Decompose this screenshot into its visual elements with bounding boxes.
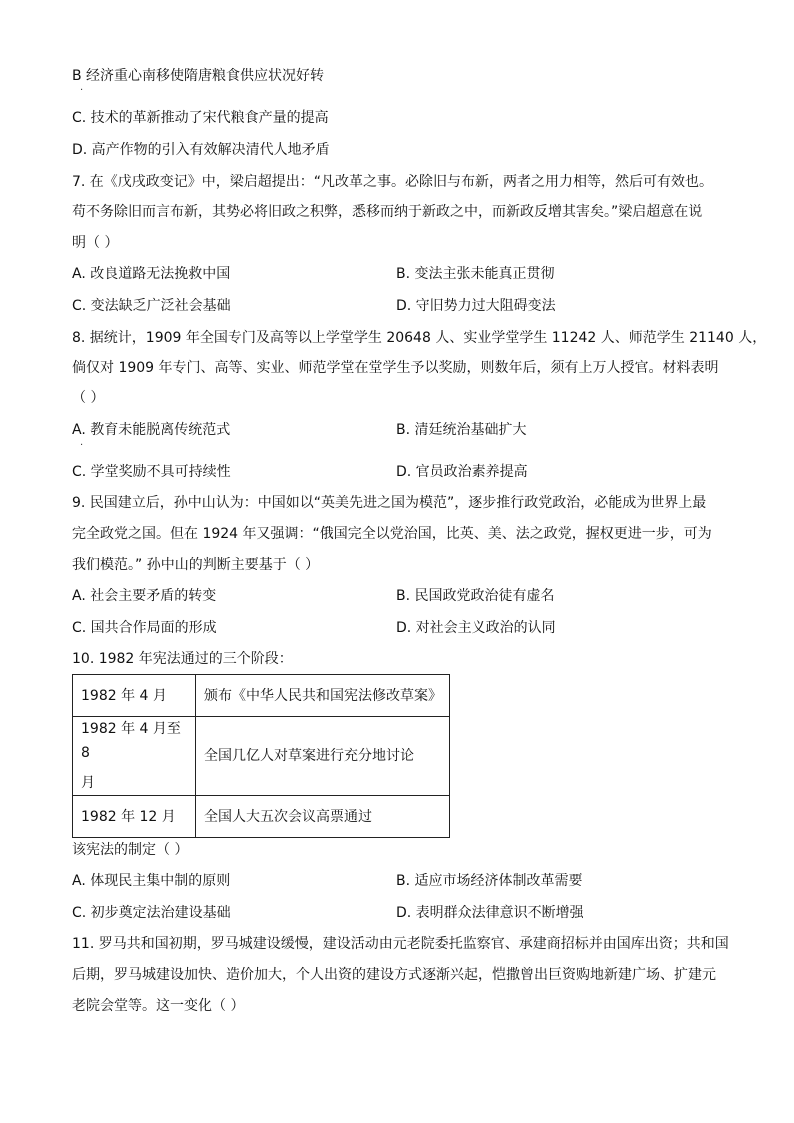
q9-stem-line3: 我们模范。” 孙中山的判断主要基于（ ）: [72, 557, 320, 573]
q10-stem: 该宪法的制定（ ）: [72, 842, 189, 858]
q7-option-b: B. 变法主张未能真正贯彻: [396, 266, 555, 282]
q10-intro: 10. 1982 年宪法通过的三个阶段：: [72, 651, 293, 667]
q6-option-b: B 经济重心南移使隋唐粮食供应状况好转: [72, 68, 325, 84]
q8-option-c: C. 学堂奖励不具可持续性: [72, 464, 231, 480]
q9-option-b: B. 民国政党政治徒有虚名: [396, 588, 555, 604]
table-cell-event: 全国人大五次会议高票通过: [196, 796, 450, 838]
q11-stem-line1: 11. 罗马共和国初期，罗马城建设缓慢，建设活动由元老院委托监察官、承建商招标并由国库出资；共和国: [72, 936, 729, 952]
q9-stem-line2: 完全政党之国。但在 1924 年又强调：“俄国完全以党治国，比英、美、法之政党，握权更进一步，可为: [72, 526, 712, 542]
table-row: [73, 717, 450, 796]
table-row: [73, 675, 450, 717]
q10-option-c: C. 初步奠定法治建设基础: [72, 905, 231, 921]
q9-option-a: A. 社会主要矛盾的转变: [72, 588, 217, 604]
q9-option-d: D. 对社会主义政治的认同: [396, 620, 556, 636]
q7-stem-line2: 苟不务除旧而言布新，其势必将旧政之积弊，悉移而纳于新政之中，而新政反增其害矣。”梁启超意在说: [72, 204, 703, 220]
table-row: [73, 796, 450, 838]
table-cell-date: [73, 717, 196, 796]
q10-option-d: D. 表明群众法律意识不断增强: [396, 905, 584, 921]
q8-stem-line2: 倘仅对 1909 年专门、高等、实业、师范学堂在堂学生予以奖励，则数年后，须有上万人授官。材料表明: [72, 360, 719, 376]
q8-mark: ·: [80, 440, 84, 451]
table-cell-event: 全国几亿人对草案进行充分地讨论: [196, 717, 450, 796]
q6-option-d: D. 高产作物的引入有效解决清代人地矛盾: [72, 142, 330, 158]
table-cell-event: 颁布《中华人民共和国宪法修改草案》: [196, 675, 450, 717]
table-cell-date: 1982 年 4 月: [73, 675, 196, 717]
q10-option-b: B. 适应市场经济体制改革需要: [396, 873, 583, 889]
q8-stem-line3: （ ）: [72, 390, 105, 406]
q6-option-c: C. 技术的革新推动了宋代粮食产量的提高: [72, 110, 329, 126]
q9-option-c: C. 国共合作局面的形成: [72, 620, 217, 636]
table-cell-date-line2: 月: [81, 775, 95, 791]
q8-option-d: D. 官员政治素养提高: [396, 464, 528, 480]
q7-stem-line3: 明（ ）: [72, 235, 119, 251]
q11-stem-line2: 后期，罗马城建设加快、造价加大，个人出资的建设方式逐渐兴起，恺撒曾出巨资购地新建广场、扩建元: [72, 967, 716, 983]
q8-stem-line1: 8. 据统计，1909 年全国专门及高等以上学堂学生 20648 人、实业学堂学生 11242 人、师范学生 21140 人，: [72, 330, 767, 346]
q7-stem-line1: 7. 在《戊戌政变记》中，梁启超提出：“凡改革之事。必除旧与布新，两者之用力相等，然后可有效也。: [72, 174, 714, 190]
q8-option-b: B. 清廷统治基础扩大: [396, 422, 527, 438]
q7-option-a: A. 改良道路无法挽救中国: [72, 266, 231, 282]
table-cell-date: 1982 年 12 月: [73, 796, 196, 838]
q7-option-d: D. 守旧势力过大阻碍变法: [396, 298, 556, 314]
q6-mark: ·: [80, 85, 84, 96]
table-cell-date-line1: 1982 年 4 月至 8: [81, 721, 181, 761]
q10-option-a: A. 体现民主集中制的原则: [72, 873, 231, 889]
q7-option-c: C. 变法缺乏广泛社会基础: [72, 298, 231, 314]
q8-option-a: A. 教育未能脱离传统范式: [72, 422, 231, 438]
q9-stem-line1: 9. 民国建立后，孙中山认为：中国如以“英美先进之国为模范”，逐步推行政党政治，必能成为世界上最: [72, 495, 707, 511]
constitution-stages-table: [72, 674, 450, 838]
q11-stem-line3: 老院会堂等。这一变化（ ）: [72, 998, 245, 1014]
